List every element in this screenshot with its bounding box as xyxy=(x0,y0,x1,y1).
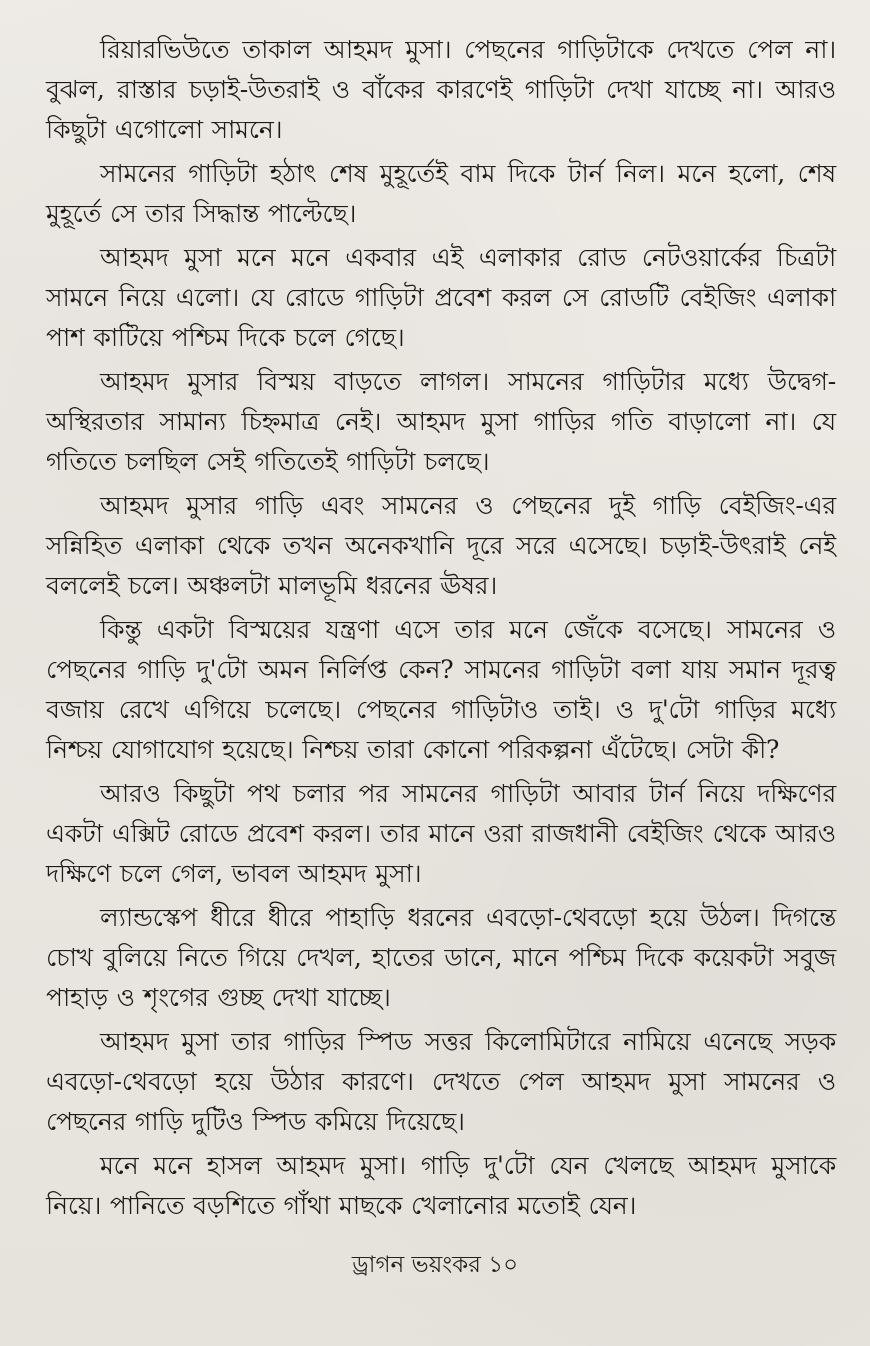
paragraph: কিন্তু একটা বিস্ময়ের যন্ত্রণা এসে তার মনে জেঁকে বসেছে। সামনের ও পেছনের গাড়ি দু'টো অমন নির্লিপ্ত কেন? সামনের গাড়িটা বলা যায় সমান দূরত্ব বজায় রেখে এগিয়ে চলেছে। পেছনের গাড়িটাও তাই। ও দু'টো গাড়ির মধ্যে নিশ্চয় যোগাযোগ হয়েছে। নিশ্চয় তারা কোনো পরিকল্পনা এঁটেছে। সেটা কী? xyxy=(46,615,836,764)
paragraph: আহমদ মুসা তার গাড়ির স্পিড সত্তর কিলোমিটারে নামিয়ে এনেছে সড়ক এবড়ো-থেবড়ো হয়ে উঠার কারণে। দেখতে পেল আহমদ মুসা সামনের ও পেছনের গাড়ি দুটিও স্পিড কমিয়ে দিয়েছে। xyxy=(46,1027,836,1136)
body-text xyxy=(46,30,836,1226)
paragraph: আরও কিছুটা পথ চলার পর সামনের গাড়িটা আবার টার্ন নিয়ে দক্ষিণের একটা এক্সিট রোডে প্রবেশ করল। তার মানে ওরা রাজধানী বেইজিং থেকে আরও দক্ষিণে চলে গেল, ভাবল আহমদ মুসা। xyxy=(46,779,836,888)
page-footer: ড্রাগন ভয়ংকর ১০ xyxy=(351,1252,519,1278)
paragraph: সামনের গাড়িটা হঠাৎ শেষ মুহূর্তেই বাম দিকে টার্ন নিল। মনে হলো, শেষ মুহূর্তে সে তার সিদ্ধান্ত পাল্টেছে। xyxy=(46,159,836,228)
paragraph: রিয়ারভিউতে তাকাল আহমদ মুসা। পেছনের গাড়িটাকে দেখতে পেল না। বুঝল, রাস্তার চড়াই-উতরাই ও বাঁকের কারণেই গাড়িটা দেখা যাচ্ছে না। আরও কিছুটা এগোলো সামনে। xyxy=(46,35,836,144)
paragraph: আহমদ মুসার বিস্ময় বাড়তে লাগল। সামনের গাড়িটার মধ্যে উদ্বেগ-অস্থিরতার সামান্য চিহ্নমাত্র নেই। আহমদ মুসা গাড়ির গতি বাড়ালো না। যে গতিতে চলছিল সেই গতিতেই গাড়িটা চলছে। xyxy=(46,367,836,476)
paragraph: ল্যান্ডস্কেপ ধীরে ধীরে পাহাড়ি ধরনের এবড়ো-থেবড়ো হয়ে উঠল। দিগন্তে চোখ বুলিয়ে নিতে গিয়ে দেখল, হাতের ডানে, মানে পশ্চিম দিকে কয়েকটা সবুজ পাহাড় ও শৃংগের গুচ্ছ দেখা যাচ্ছে। xyxy=(46,903,836,1012)
paragraph: আহমদ মুসা মনে মনে একবার এই এলাকার রোড নেটওয়ার্কের চিত্রটা সামনে নিয়ে এলো। যে রোডে গাড়িটা প্রবেশ করল সে রোডটি বেইজিং এলাকা পাশ কাটিয়ে পশ্চিম দিকে চলে গেছে। xyxy=(46,243,836,352)
paragraph: আহমদ মুসার গাড়ি এবং সামনের ও পেছনের দুই গাড়ি বেইজিং-এর সন্নিহিত এলাকা থেকে তখন অনেকখানি দূরে সরে এসেছে। চড়াই-উৎরাই নেই বললেই চলে। অঞ্চলটা মালভূমি ধরনের ঊষর। xyxy=(46,491,836,600)
paragraph: মনে মনে হাসল আহমদ মুসা। গাড়ি দু'টো যেন খেলছে আহমদ মুসাকে নিয়ে। পানিতে বড়শিতে গাঁথা মাছকে খেলানোর মতোই যেন। xyxy=(46,1151,836,1220)
